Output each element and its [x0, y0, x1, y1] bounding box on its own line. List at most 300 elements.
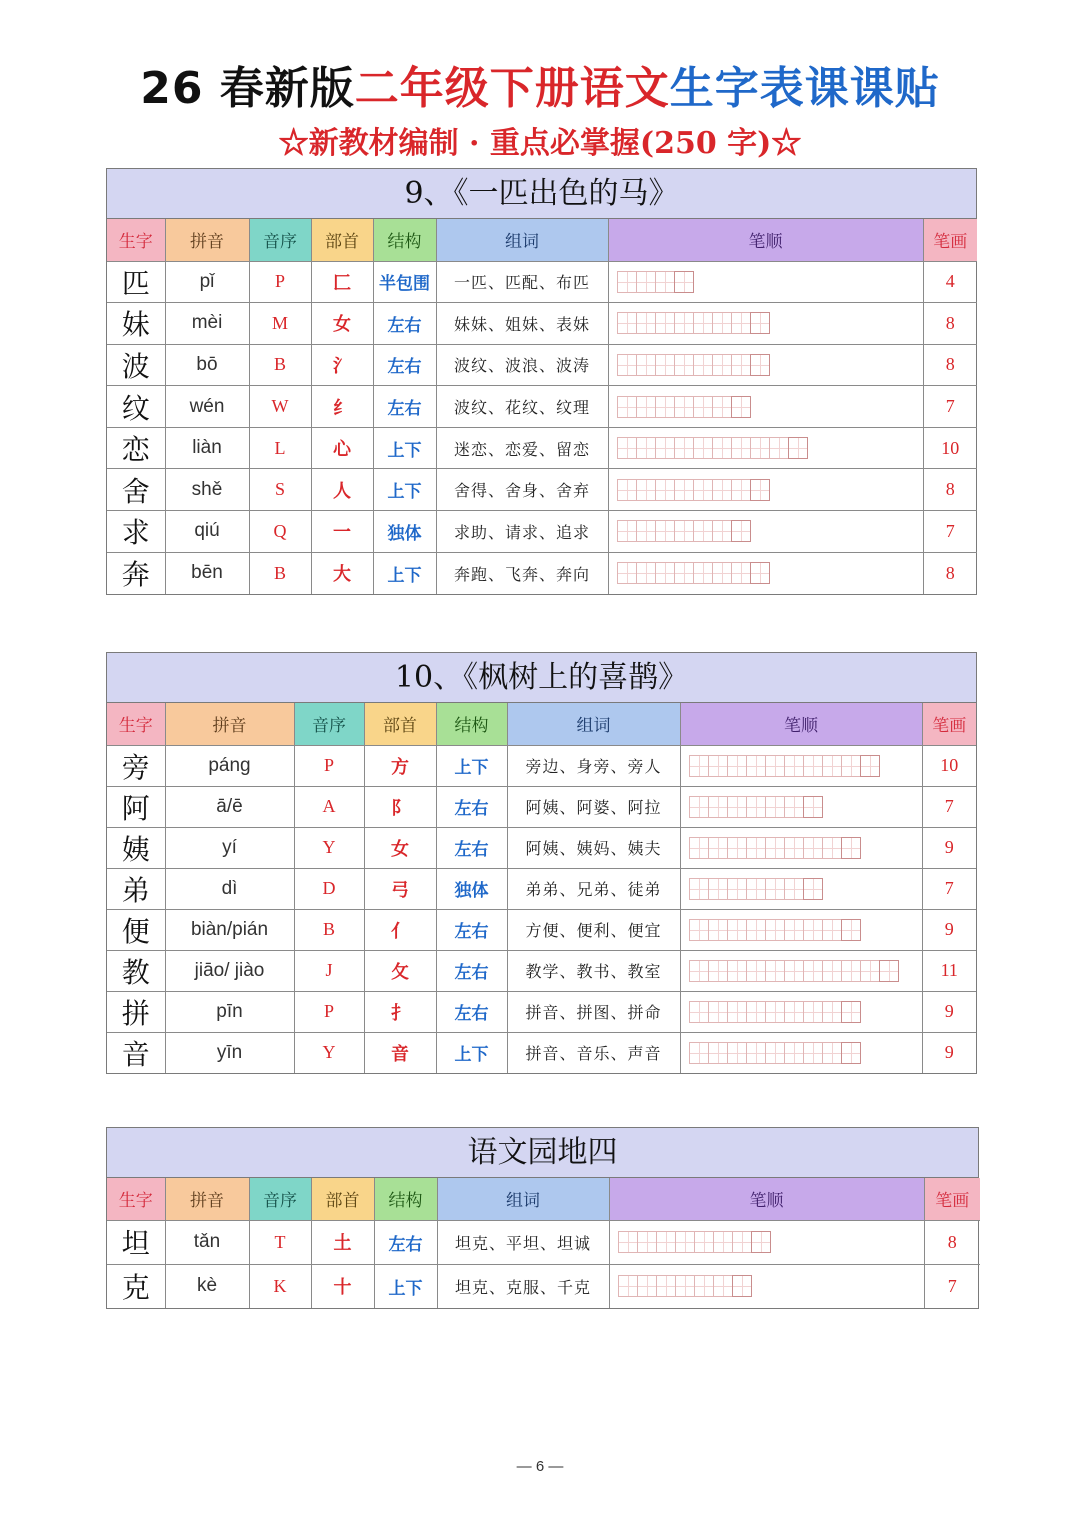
stroke-order-box [765, 796, 785, 818]
col-header-radical: 部首 [311, 219, 373, 261]
cell-words: 一匹、匹配、布匹 [436, 261, 608, 303]
stroke-order-box [727, 878, 747, 900]
stroke-order-box [727, 837, 747, 859]
stroke-order-box [636, 396, 656, 418]
cell-strokes [608, 469, 923, 511]
cell-structure: 独体 [373, 511, 436, 553]
stroke-order-box [689, 878, 709, 900]
stroke-order-box [693, 479, 713, 501]
cell-radical: 人 [311, 469, 373, 511]
cell-radical: 土 [311, 1220, 374, 1264]
cell-structure: 上下 [436, 1032, 507, 1073]
stroke-order-box [822, 1001, 842, 1023]
cell-strokes [680, 786, 922, 827]
cell-structure: 上下 [374, 1264, 437, 1308]
col-header-char: 生字 [107, 1178, 165, 1220]
stroke-order-box [841, 755, 861, 777]
stroke-order-box [712, 520, 732, 542]
cell-count: 7 [922, 868, 976, 909]
cell-order: A [294, 786, 364, 827]
cell-radical: 氵 [311, 344, 373, 386]
col-header-pinyin: 拼音 [165, 703, 294, 745]
cell-count: 8 [945, 562, 955, 583]
stroke-order-box [712, 437, 732, 459]
lesson-9-section [106, 168, 977, 595]
cell-radical: 攵 [364, 950, 436, 991]
cell-strokes [680, 991, 922, 1032]
cell-strokes [680, 950, 922, 991]
cell-radical: 纟 [311, 386, 373, 428]
stroke-order-box [708, 960, 728, 982]
cell-char: 舍 [107, 469, 165, 511]
cell-char: 阿 [107, 786, 165, 827]
stroke-order-box [689, 1001, 709, 1023]
cell-words: 方便、便利、便宜 [507, 909, 680, 950]
stroke-order-box [655, 479, 675, 501]
stroke-order-box [727, 960, 747, 982]
cell-order: P [294, 991, 364, 1032]
stroke-order-box [694, 1275, 714, 1297]
stroke-order-box [693, 396, 713, 418]
cell-structure: 左右 [373, 303, 436, 345]
cell-words: 求助、请求、追求 [436, 511, 608, 553]
stroke-order-box [731, 562, 751, 584]
cell-radical: 大 [311, 552, 373, 594]
table-row [107, 827, 976, 868]
table-row [107, 1032, 976, 1073]
stroke-order-box [693, 354, 713, 376]
stroke-order-box [674, 312, 694, 334]
stroke-order-box [822, 837, 842, 859]
cell-count: 4 [923, 261, 977, 303]
stroke-order-box [617, 396, 637, 418]
stroke-order-box [784, 755, 804, 777]
stroke-order-box [803, 878, 823, 900]
stroke-order-box [765, 919, 785, 941]
cell-order: Q [249, 511, 311, 553]
stroke-order-box [746, 919, 766, 941]
cell-pinyin: jiāo/ jiào [165, 950, 294, 991]
cell-words: 弟弟、兄弟、徒弟 [507, 868, 680, 909]
stroke-order-box [674, 354, 694, 376]
cell-radical: 十 [311, 1264, 374, 1308]
col-header-order: 音序 [249, 219, 311, 261]
cell-pinyin: kè [165, 1264, 249, 1308]
col-header-char: 生字 [107, 219, 165, 261]
cell-char: 音 [107, 1032, 165, 1073]
cell-pinyin: shě [165, 469, 249, 511]
stroke-order-box [693, 562, 713, 584]
stroke-order-box [689, 1042, 709, 1064]
cell-structure: 左右 [374, 1220, 437, 1264]
table-row [107, 344, 977, 386]
cell-strokes [680, 1032, 922, 1073]
stroke-order-box [788, 437, 808, 459]
table-row [107, 1220, 980, 1264]
stroke-order-box [674, 479, 694, 501]
stroke-order-box [655, 312, 675, 334]
stroke-order-box [750, 312, 770, 334]
cell-char: 旁 [107, 745, 165, 786]
cell-pinyin: tǎn [165, 1220, 249, 1264]
stroke-order-box [693, 312, 713, 334]
cell-char: 拼 [107, 991, 165, 1032]
cell-char: 妹 [107, 303, 165, 345]
cell-words: 坦克、克服、千克 [437, 1264, 609, 1308]
stroke-order-box [693, 520, 713, 542]
cell-char: 纹 [107, 386, 165, 428]
cell-char: 教 [107, 950, 165, 991]
cell-strokes [680, 827, 922, 868]
table-row [107, 303, 977, 345]
stroke-order-box [784, 1042, 804, 1064]
stroke-order-box [765, 960, 785, 982]
table-row [107, 1264, 980, 1308]
stroke-order-box [732, 1231, 752, 1253]
cell-char: 奔 [107, 552, 165, 594]
stroke-order-box [694, 1231, 714, 1253]
stroke-order-box [708, 837, 728, 859]
stroke-order-box [765, 1042, 785, 1064]
table-row [107, 469, 977, 511]
cell-char: 坦 [107, 1220, 165, 1264]
stroke-order-box [731, 312, 751, 334]
cell-pinyin: liàn [165, 427, 249, 469]
cell-words: 坦克、平坦、坦诚 [437, 1220, 609, 1264]
table-row [107, 552, 977, 594]
cell-structure: 半包围 [373, 261, 436, 303]
stroke-order-box [841, 837, 861, 859]
stroke-order-box [618, 1231, 638, 1253]
stroke-order-box [712, 312, 732, 334]
stroke-order-box [674, 520, 694, 542]
cell-structure: 左右 [436, 827, 507, 868]
col-header-order: 音序 [249, 1178, 311, 1220]
stroke-order-box [731, 396, 751, 418]
cell-count: 7 [922, 786, 976, 827]
cell-radical: 匚 [311, 261, 373, 303]
cell-radical: 阝 [364, 786, 436, 827]
cell-char: 姨 [107, 827, 165, 868]
cell-words: 阿姨、姨妈、姨夫 [507, 827, 680, 868]
cell-words: 舍得、舍身、舍弃 [436, 469, 608, 511]
section-title: 9、《一匹出色的马》 [107, 169, 976, 219]
cell-structure: 左右 [436, 991, 507, 1032]
stroke-order-box [708, 919, 728, 941]
col-header-pinyin: 拼音 [165, 1178, 249, 1220]
cell-strokes [608, 261, 923, 303]
cell-pinyin: yí [165, 827, 294, 868]
cell-pinyin: wén [165, 386, 249, 428]
cell-order: W [249, 386, 311, 428]
stroke-order-box [636, 520, 656, 542]
stroke-order-box [822, 919, 842, 941]
stroke-order-box [841, 919, 861, 941]
cell-words: 波纹、花纹、纹理 [436, 386, 608, 428]
cell-structure: 左右 [436, 786, 507, 827]
page-number: — 6 — [516, 1458, 564, 1475]
lesson-10-section [106, 652, 977, 1074]
cell-pinyin: pǐ [165, 261, 249, 303]
cell-structure: 上下 [373, 552, 436, 594]
table-row [107, 511, 977, 553]
stroke-order-box [674, 396, 694, 418]
stroke-order-box [746, 796, 766, 818]
stroke-order-box [803, 1042, 823, 1064]
cell-order: M [249, 303, 311, 345]
cell-strokes [609, 1264, 924, 1308]
stroke-order-box [750, 437, 770, 459]
col-header-order: 音序 [294, 703, 364, 745]
stroke-order-box [708, 878, 728, 900]
cell-words: 妹妹、姐妹、表妹 [436, 303, 608, 345]
stroke-order-box [708, 1042, 728, 1064]
cell-strokes [608, 344, 923, 386]
stroke-order-box [803, 1001, 823, 1023]
cell-count: 10 [922, 745, 976, 786]
cell-words: 迷恋、恋爱、留恋 [436, 427, 608, 469]
cell-structure: 左右 [436, 909, 507, 950]
stroke-order-box [879, 960, 899, 982]
stroke-order-box [860, 755, 880, 777]
stroke-order-box [822, 755, 842, 777]
cell-char: 恋 [107, 427, 165, 469]
stroke-order-box [803, 960, 823, 982]
cell-strokes [609, 1220, 924, 1264]
cell-words: 旁边、身旁、旁人 [507, 745, 680, 786]
table-header-row [107, 219, 977, 261]
stroke-order-box [731, 479, 751, 501]
stroke-order-box [708, 755, 728, 777]
col-header-pinyin: 拼音 [165, 219, 249, 261]
cell-order: P [249, 261, 311, 303]
title-part-1: 26 春新版 [140, 63, 355, 114]
stroke-order-box [617, 312, 637, 334]
cell-char: 波 [107, 344, 165, 386]
cell-count: 10 [923, 427, 977, 469]
cell-order: P [294, 745, 364, 786]
stroke-order-box [841, 1042, 861, 1064]
stroke-order-box [765, 1001, 785, 1023]
table-header-row [107, 1178, 980, 1220]
cell-char: 弟 [107, 868, 165, 909]
cell-order: B [294, 909, 364, 950]
cell-order: D [294, 868, 364, 909]
stroke-order-box [860, 960, 880, 982]
stroke-order-box [674, 562, 694, 584]
cell-order: L [249, 427, 311, 469]
cell-structure: 独体 [436, 868, 507, 909]
stroke-order-box [712, 396, 732, 418]
stroke-order-box [822, 1042, 842, 1064]
table-row [107, 868, 976, 909]
table-row [107, 427, 977, 469]
stroke-order-box [750, 354, 770, 376]
stroke-order-box [803, 837, 823, 859]
stroke-order-box [784, 919, 804, 941]
cell-strokes [680, 868, 922, 909]
stroke-order-box [674, 437, 694, 459]
cell-char: 匹 [107, 261, 165, 303]
stroke-order-box [689, 960, 709, 982]
cell-radical: 心 [311, 427, 373, 469]
section-title: 10、《枫树上的喜鹊》 [107, 653, 976, 703]
cell-words: 奔跑、飞奔、奔向 [436, 552, 608, 594]
table-row [107, 950, 976, 991]
cell-strokes [680, 745, 922, 786]
cell-structure: 左右 [373, 344, 436, 386]
cell-structure: 左右 [373, 386, 436, 428]
stroke-order-box [727, 1001, 747, 1023]
cell-order: Y [294, 1032, 364, 1073]
stroke-order-box [746, 1001, 766, 1023]
stroke-order-box [689, 755, 709, 777]
cell-pinyin: mèi [165, 303, 249, 345]
stroke-order-box [746, 1042, 766, 1064]
cell-pinyin: yīn [165, 1032, 294, 1073]
col-header-structure: 结构 [436, 703, 507, 745]
language-garden-4-section [106, 1127, 979, 1309]
col-header-words: 组词 [436, 219, 608, 261]
stroke-order-box [689, 796, 709, 818]
col-header-count: 笔画 [922, 703, 976, 745]
col-header-structure: 结构 [373, 219, 436, 261]
cell-strokes [608, 427, 923, 469]
stroke-order-box [727, 919, 747, 941]
cell-count: 8 [924, 1220, 980, 1264]
stroke-order-box [656, 1231, 676, 1253]
cell-count: 11 [922, 950, 976, 991]
stroke-order-box [784, 796, 804, 818]
col-header-strokes: 笔顺 [608, 219, 923, 261]
cell-pinyin: dì [165, 868, 294, 909]
stroke-order-box [617, 437, 637, 459]
cell-radical: 女 [311, 303, 373, 345]
stroke-order-box [803, 796, 823, 818]
cell-order: B [249, 552, 311, 594]
cell-structure: 左右 [436, 950, 507, 991]
stroke-order-box [731, 520, 751, 542]
stroke-order-box [693, 437, 713, 459]
cell-radical: 一 [311, 511, 373, 553]
title-part-3: 生字表课课贴 [669, 63, 940, 114]
section-title: 语文园地四 [107, 1128, 978, 1178]
cell-count: 7 [923, 386, 977, 428]
cell-structure: 上下 [373, 427, 436, 469]
stroke-order-box [674, 271, 694, 293]
cell-words: 教学、教书、教室 [507, 950, 680, 991]
stroke-order-box [713, 1231, 733, 1253]
stroke-order-box [655, 271, 675, 293]
col-header-radical: 部首 [311, 1178, 374, 1220]
cell-char: 克 [107, 1264, 165, 1308]
vocab-table [107, 1178, 980, 1308]
stroke-order-box [784, 960, 804, 982]
cell-count: 9 [944, 1042, 954, 1063]
stroke-order-box [750, 562, 770, 584]
vocab-table [107, 703, 976, 1073]
stroke-order-box [655, 354, 675, 376]
cell-radical: 音 [364, 1032, 436, 1073]
stroke-order-box [746, 837, 766, 859]
stroke-order-box [712, 479, 732, 501]
stroke-order-box [713, 1275, 733, 1297]
cell-pinyin: bō [165, 344, 249, 386]
cell-radical: 弓 [364, 868, 436, 909]
col-header-structure: 结构 [374, 1178, 437, 1220]
cell-radical: 方 [364, 745, 436, 786]
stroke-order-box [746, 755, 766, 777]
cell-count: 9 [922, 909, 976, 950]
cell-strokes [608, 386, 923, 428]
col-header-words: 组词 [437, 1178, 609, 1220]
stroke-order-box [731, 437, 751, 459]
stroke-order-box [636, 479, 656, 501]
cell-count: 7 [947, 1275, 957, 1296]
stroke-order-box [727, 1042, 747, 1064]
cell-pinyin: pīn [165, 991, 294, 1032]
stroke-order-box [765, 878, 785, 900]
stroke-order-box [751, 1231, 771, 1253]
stroke-order-box [731, 354, 751, 376]
stroke-order-box [655, 562, 675, 584]
stroke-order-box [655, 437, 675, 459]
stroke-order-box [637, 1231, 657, 1253]
table-row [107, 745, 976, 786]
cell-order: B [249, 344, 311, 386]
cell-pinyin: páng [165, 745, 294, 786]
stroke-order-box [746, 878, 766, 900]
cell-radical: 亻 [364, 909, 436, 950]
col-header-words: 组词 [507, 703, 680, 745]
cell-words: 波纹、波浪、波涛 [436, 344, 608, 386]
cell-pinyin: bēn [165, 552, 249, 594]
stroke-order-box [637, 1275, 657, 1297]
stroke-order-box [708, 796, 728, 818]
col-header-count: 笔画 [924, 1178, 980, 1220]
cell-words: 阿姨、阿婆、阿拉 [507, 786, 680, 827]
stroke-order-box [765, 755, 785, 777]
cell-pinyin: ā/ē [165, 786, 294, 827]
cell-radical: 女 [364, 827, 436, 868]
stroke-order-box [841, 1001, 861, 1023]
title-part-2: 二年级下册语文 [354, 63, 670, 114]
table-row [107, 909, 976, 950]
stroke-order-box [636, 562, 656, 584]
stroke-order-box [803, 755, 823, 777]
stroke-order-box [708, 1001, 728, 1023]
stroke-order-box [784, 878, 804, 900]
cell-order: S [249, 469, 311, 511]
stroke-order-box [841, 960, 861, 982]
cell-strokes [608, 303, 923, 345]
col-header-count: 笔画 [923, 219, 977, 261]
table-row [107, 991, 976, 1032]
stroke-order-box [689, 919, 709, 941]
cell-pinyin: biàn/pián [165, 909, 294, 950]
stroke-order-box [689, 837, 709, 859]
cell-radical: 扌 [364, 991, 436, 1032]
stroke-order-box [712, 562, 732, 584]
stroke-order-box [655, 520, 675, 542]
cell-char: 求 [107, 511, 165, 553]
stroke-order-box [750, 479, 770, 501]
cell-strokes [608, 511, 923, 553]
table-row [107, 386, 977, 428]
stroke-order-box [655, 396, 675, 418]
stroke-order-box [732, 1275, 752, 1297]
cell-strokes [608, 552, 923, 594]
